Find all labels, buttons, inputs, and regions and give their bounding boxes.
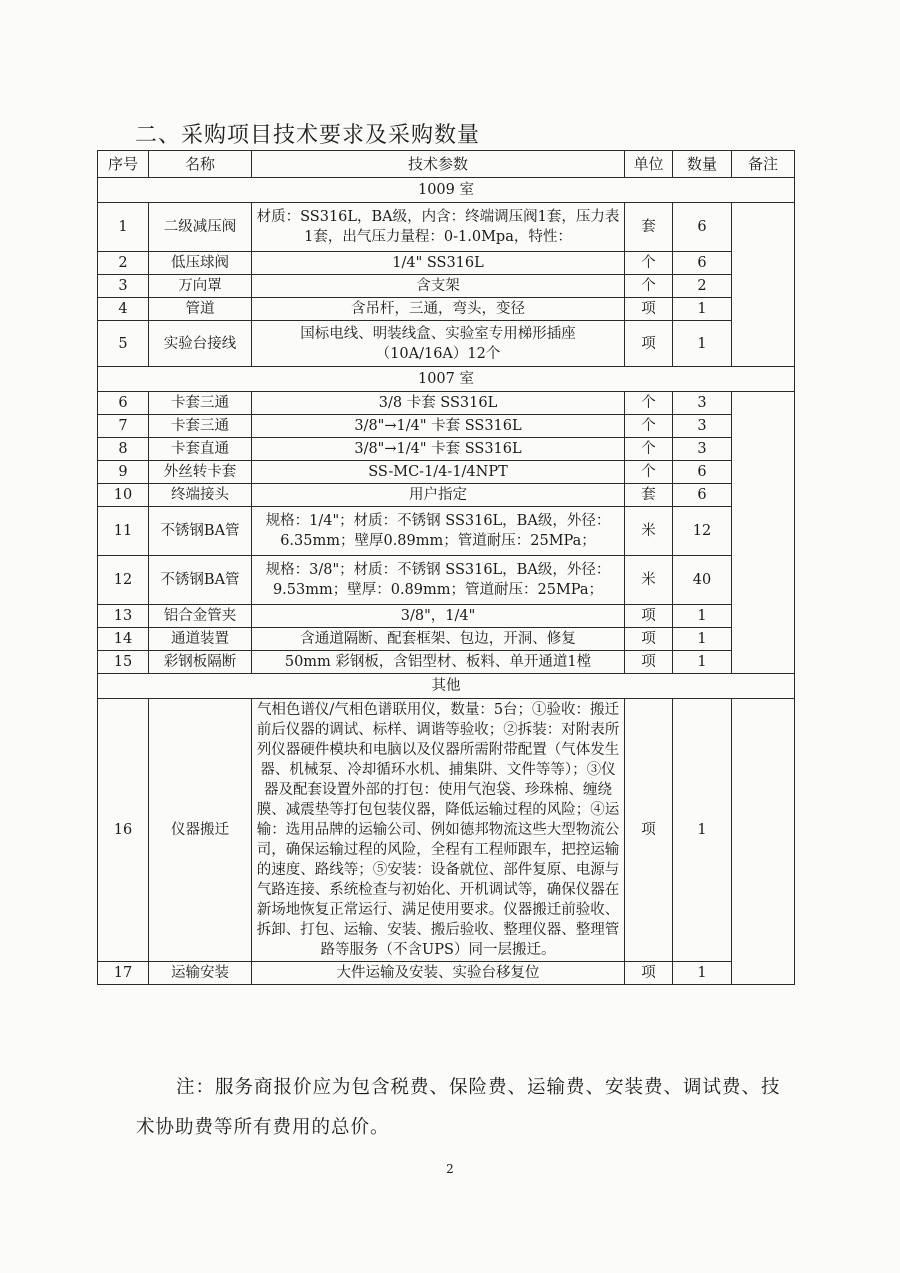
row-spec: 材质：SS316L，BA级，内含：终端调压阀1套，压力表1套，出气压力量程：0-1.0Mpa，特性： [252,203,625,252]
row-unit: 套 [625,203,673,252]
row-unit: 项 [625,651,673,674]
row-spec: 大件运输及安装、实验台移复位 [252,962,625,985]
row-qty: 3 [673,415,732,438]
col-header-qty: 数量 [673,151,732,178]
table-row [98,507,795,556]
row-no: 11 [98,507,149,556]
row-qty: 3 [673,438,732,461]
row-qty: 1 [673,628,732,651]
row-qty: 6 [673,484,732,507]
table-row [98,484,795,507]
row-unit: 个 [625,252,673,275]
row-unit: 项 [625,962,673,985]
row-no: 1 [98,203,149,252]
row-spec: 3/8"→1/4" 卡套 SS316L [252,415,625,438]
row-spec: 气相色谱仪/气相色谱联用仪，数量：5台；①验收：搬迁前后仪器的调试、标样、调谐等验收；②拆装：对附表所列仪器硬件模块和电脑以及仪器所需附带配置（气体发生器、机械泵、冷却循环水机、捕集阱、文件等等）；③仪器及配套设置外部的打包：使用气泡袋、珍珠棉、缠绕膜、减震垫等打包包装仪器，降低运输过程的风险；④运输：选用品牌的运输公司、例如德邦物流这些大型物流公司，确保运输过程的风险，全程有工程师跟车，把控运输的速度、路线等；⑤安装：设备就位、部件复原、电源与气路连接、系统检查与初始化、开机调试等，确保仪器在新场地恢复正常运行、满足使用要求。仪器搬迁前验收、拆卸、打包、运输、安装、搬后验收、整理仪器、整理管路等服务（不含UPS）同一层搬迁。 [252,699,625,962]
row-no: 4 [98,298,149,321]
row-no: 8 [98,438,149,461]
row-name: 卡套直通 [149,438,252,461]
row-no: 10 [98,484,149,507]
row-name: 外丝转卡套 [149,461,252,484]
row-no: 17 [98,962,149,985]
row-name: 仪器搬迁 [149,699,252,962]
row-unit: 项 [625,699,673,962]
table-row [98,298,795,321]
col-header-unit: 单位 [625,151,673,178]
row-unit: 米 [625,556,673,605]
row-name: 通道装置 [149,628,252,651]
row-qty: 3 [673,392,732,415]
row-name: 卡套三通 [149,392,252,415]
row-qty: 12 [673,507,732,556]
row-unit: 个 [625,438,673,461]
row-spec: 含吊杆，三通，弯头，变径 [252,298,625,321]
row-qty: 1 [673,651,732,674]
row-spec: 3/8"→1/4" 卡套 SS316L [252,438,625,461]
row-no: 15 [98,651,149,674]
table-row [98,651,795,674]
row-unit: 套 [625,484,673,507]
row-name: 不锈钢BA管 [149,556,252,605]
row-remark [732,392,795,674]
row-unit: 个 [625,275,673,298]
section-row [98,367,795,392]
col-header-no: 序号 [98,151,149,178]
table-row [98,699,795,962]
row-qty: 1 [673,699,732,962]
col-header-remark: 备注 [732,151,795,178]
row-spec: 规格：3/8"；材质：不锈钢 SS316L，BA级，外径：9.53mm；壁厚：0.89mm；管道耐压：25MPa； [252,556,625,605]
row-qty: 1 [673,605,732,628]
section-title: 其他 [98,674,795,699]
table-row [98,321,795,367]
row-name: 终端接头 [149,484,252,507]
row-name: 铝合金管夹 [149,605,252,628]
row-unit: 项 [625,605,673,628]
table-row [98,203,795,252]
section-title: 1007 室 [98,367,795,392]
table-row [98,392,795,415]
row-name: 低压球阀 [149,252,252,275]
row-name: 运输安装 [149,962,252,985]
row-qty: 6 [673,252,732,275]
table-row [98,556,795,605]
row-spec: 国标电线、明装线盒、实验室专用梯形插座（10A/16A）12个 [252,321,625,367]
row-unit: 项 [625,321,673,367]
row-spec: 50mm 彩钢板，含铝型材、板料、单开通道1樘 [252,651,625,674]
row-unit: 项 [625,628,673,651]
row-unit: 个 [625,415,673,438]
row-no: 12 [98,556,149,605]
row-name: 管道 [149,298,252,321]
row-qty: 6 [673,203,732,252]
row-spec: 规格：1/4"；材质：不锈钢 SS316L，BA级，外径：6.35mm；壁厚0.89mm；管道耐压：25MPa； [252,507,625,556]
row-unit: 米 [625,507,673,556]
row-no: 2 [98,252,149,275]
table-row [98,275,795,298]
row-no: 6 [98,392,149,415]
row-name: 不锈钢BA管 [149,507,252,556]
table-row [98,461,795,484]
page-number: 2 [446,1162,454,1176]
row-no: 5 [98,321,149,367]
row-name: 二级减压阀 [149,203,252,252]
row-qty: 2 [673,275,732,298]
row-spec: 含支架 [252,275,625,298]
row-unit: 个 [625,392,673,415]
row-spec: 含通道隔断、配套框架、包边，开洞、修复 [252,628,625,651]
row-no: 14 [98,628,149,651]
table-row [98,438,795,461]
page-title: 二、采购项目技术要求及采购数量 [135,123,481,148]
row-qty: 1 [673,962,732,985]
row-qty: 6 [673,461,732,484]
col-header-spec: 技术参数 [252,151,625,178]
row-unit: 个 [625,461,673,484]
table-row [98,628,795,651]
row-name: 万向罩 [149,275,252,298]
row-spec: 1/4" SS316L [252,252,625,275]
row-name: 彩钢板隔断 [149,651,252,674]
row-spec: 3/8 卡套 SS316L [252,392,625,415]
row-qty: 40 [673,556,732,605]
row-no: 13 [98,605,149,628]
row-name: 卡套三通 [149,415,252,438]
row-no: 16 [98,699,149,962]
table-row [98,962,795,985]
row-name: 实验台接线 [149,321,252,367]
section-title: 1009 室 [98,178,795,203]
row-remark [732,203,795,367]
row-no: 3 [98,275,149,298]
row-qty: 1 [673,298,732,321]
row-no: 7 [98,415,149,438]
col-header-name: 名称 [149,151,252,178]
row-unit: 项 [625,298,673,321]
section-row [98,674,795,699]
row-spec: SS-MC-1/4-1/4NPT [252,461,625,484]
section-row [98,178,795,203]
table-header-row [98,151,795,178]
row-qty: 1 [673,321,732,367]
table-row [98,605,795,628]
row-no: 9 [98,461,149,484]
row-remark [732,699,795,985]
table-row [98,252,795,275]
row-spec: 3/8"，1/4" [252,605,625,628]
table-row [98,415,795,438]
row-spec: 用户指定 [252,484,625,507]
footnote: 注：服务商报价应为包含税费、保险费、运输费、安装费、调试费、技术协助费等所有费用的总价。 [136,1077,781,1138]
procurement-table [97,150,795,985]
